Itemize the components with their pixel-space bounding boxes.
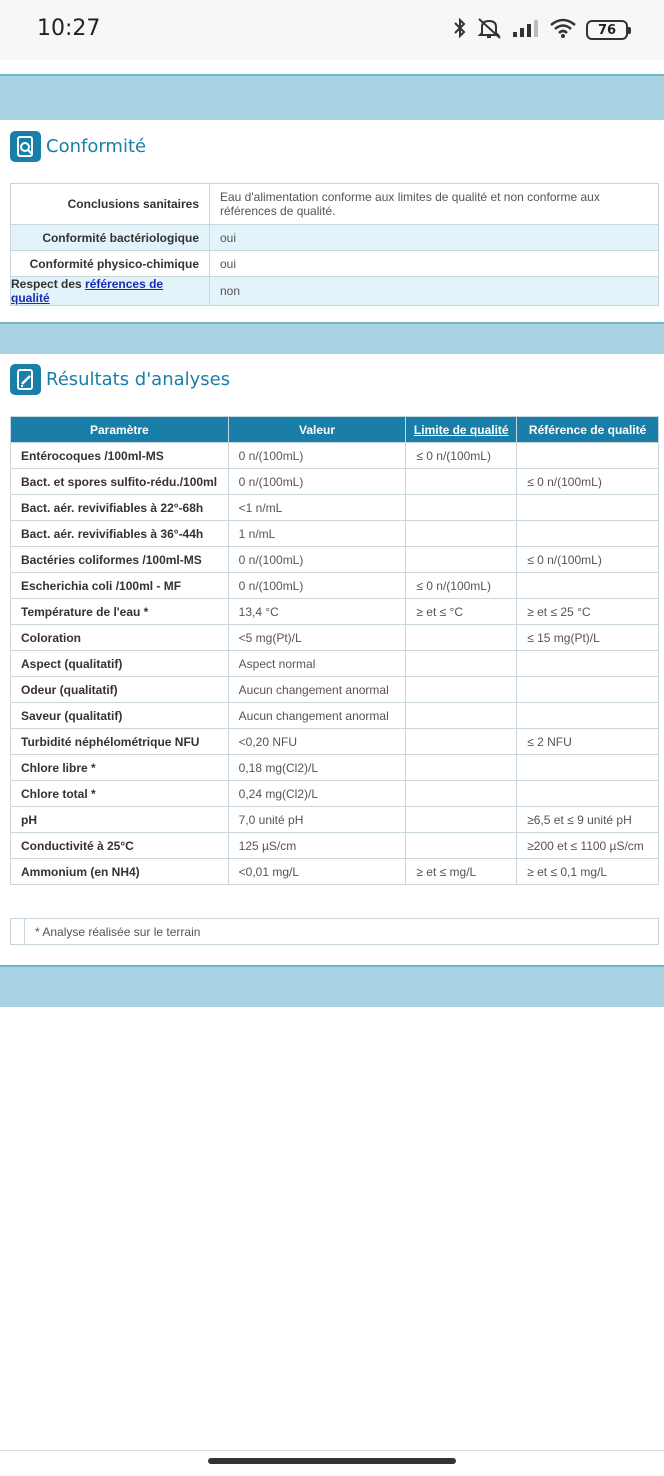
cell-param: Entérocoques /100ml-MS xyxy=(11,443,229,469)
conformite-title: Conformité xyxy=(46,136,147,157)
home-indicator[interactable] xyxy=(208,1458,456,1464)
cell-param: Chlore total * xyxy=(11,781,229,807)
cell-limite xyxy=(406,651,517,677)
table-row xyxy=(11,443,659,469)
table-row xyxy=(11,184,659,225)
cell-reference xyxy=(517,573,659,599)
cell-limite: ≤ 0 n/(100mL) xyxy=(406,573,517,599)
col-reference: Référence de qualité xyxy=(517,417,659,443)
cell-valeur: Aucun changement anormal xyxy=(228,677,406,703)
cell-valeur: 1 n/mL xyxy=(228,521,406,547)
cell-valeur: 0 n/(100mL) xyxy=(228,573,406,599)
cell-limite xyxy=(406,781,517,807)
col-param: Paramètre xyxy=(11,417,229,443)
physico-label: Conformité physico-chimique xyxy=(11,251,210,277)
cell-reference xyxy=(517,755,659,781)
cell-limite: ≥ et ≤ °C xyxy=(406,599,517,625)
cell-valeur: <5 mg(Pt)/L xyxy=(228,625,406,651)
table-row xyxy=(11,225,659,251)
cell-valeur: 0 n/(100mL) xyxy=(228,443,406,469)
cell-reference: ≥200 et ≤ 1100 µS/cm xyxy=(517,833,659,859)
limite-qualite-link[interactable]: Limite de qualité xyxy=(413,422,509,437)
table-row xyxy=(11,521,659,547)
resultats-body xyxy=(11,443,659,885)
cell-param: Bact. aér. revivifiables à 36°-44h xyxy=(11,521,229,547)
table-row xyxy=(11,651,659,677)
cell-reference xyxy=(517,651,659,677)
document-search-icon xyxy=(10,131,41,162)
cell-param: Coloration xyxy=(11,625,229,651)
physico-value: oui xyxy=(210,251,659,277)
cell-valeur: Aspect normal xyxy=(228,651,406,677)
cell-limite: ≤ 0 n/(100mL) xyxy=(406,443,517,469)
cell-reference: ≥ et ≤ 25 °C xyxy=(517,599,659,625)
document-edit-icon xyxy=(10,364,41,395)
table-row xyxy=(11,469,659,495)
cell-valeur: <1 n/mL xyxy=(228,495,406,521)
signal-icon xyxy=(512,18,540,43)
cell-valeur: 0 n/(100mL) xyxy=(228,547,406,573)
cell-param: Saveur (qualitatif) xyxy=(11,703,229,729)
col-limite xyxy=(406,417,517,443)
cell-limite xyxy=(406,755,517,781)
cell-param: Aspect (qualitatif) xyxy=(11,651,229,677)
divider-band xyxy=(0,322,664,354)
cell-limite xyxy=(406,625,517,651)
resultats-header xyxy=(10,364,230,395)
cell-param: Ammonium (en NH4) xyxy=(11,859,229,885)
table-row xyxy=(11,277,659,306)
status-bar xyxy=(0,0,664,60)
cell-limite: ≥ et ≤ mg/L xyxy=(406,859,517,885)
mute-icon xyxy=(477,16,503,45)
cell-reference: ≤ 0 n/(100mL) xyxy=(517,547,659,573)
cell-valeur: <0,01 mg/L xyxy=(228,859,406,885)
table-row xyxy=(11,755,659,781)
cell-limite xyxy=(406,677,517,703)
table-header-row xyxy=(11,417,659,443)
cell-param: Odeur (qualitatif) xyxy=(11,677,229,703)
status-icons xyxy=(452,16,628,44)
cell-param: Bact. aér. revivifiables à 22°-68h xyxy=(11,495,229,521)
cell-reference: ≥ et ≤ 0,1 mg/L xyxy=(517,859,659,885)
table-row xyxy=(11,677,659,703)
table-row xyxy=(11,781,659,807)
table-row xyxy=(11,729,659,755)
cell-valeur: <0,20 NFU xyxy=(228,729,406,755)
bacterio-value: oui xyxy=(210,225,659,251)
footer-band xyxy=(0,965,664,1007)
col-valeur: Valeur xyxy=(228,417,406,443)
cell-param: Turbidité néphélométrique NFU xyxy=(11,729,229,755)
table-row xyxy=(11,599,659,625)
cell-limite xyxy=(406,521,517,547)
cell-reference xyxy=(517,495,659,521)
wifi-icon xyxy=(549,17,577,44)
references-qualite-link[interactable]: références de qualité xyxy=(11,277,164,305)
cell-reference xyxy=(517,677,659,703)
conformite-table xyxy=(10,183,659,306)
cell-valeur: Aucun changement anormal xyxy=(228,703,406,729)
table-row xyxy=(11,859,659,885)
cell-valeur: 7,0 unité pH xyxy=(228,807,406,833)
cell-limite xyxy=(406,729,517,755)
respect-value: non xyxy=(210,277,659,306)
table-row xyxy=(11,547,659,573)
field-analysis-note xyxy=(10,918,659,945)
cell-valeur: 0,18 mg(Cl2)/L xyxy=(228,755,406,781)
cell-limite xyxy=(406,833,517,859)
conclusions-label: Conclusions sanitaires xyxy=(11,184,210,225)
cell-param: Escherichia coli /100ml - MF xyxy=(11,573,229,599)
cell-valeur: 0,24 mg(Cl2)/L xyxy=(228,781,406,807)
cell-param: Bact. et spores sulfito-rédu./100ml xyxy=(11,469,229,495)
table-row xyxy=(11,807,659,833)
table-row xyxy=(11,495,659,521)
battery-icon: 76 xyxy=(586,20,628,40)
table-row xyxy=(11,833,659,859)
conformite-header xyxy=(10,131,146,162)
cell-param: Température de l'eau * xyxy=(11,599,229,625)
cell-valeur: 0 n/(100mL) xyxy=(228,469,406,495)
cell-reference: ≤ 0 n/(100mL) xyxy=(517,469,659,495)
note-text: * Analyse réalisée sur le terrain xyxy=(35,924,201,939)
cell-limite xyxy=(406,495,517,521)
status-time: 10:27 xyxy=(37,16,101,41)
resultats-title: Résultats d'analyses xyxy=(46,369,231,390)
cell-valeur: 13,4 °C xyxy=(228,599,406,625)
nav-divider xyxy=(0,1450,664,1451)
cell-param: Bactéries coliformes /100ml-MS xyxy=(11,547,229,573)
cell-param: pH xyxy=(11,807,229,833)
cell-reference xyxy=(517,781,659,807)
table-row xyxy=(11,625,659,651)
cell-limite xyxy=(406,703,517,729)
conclusions-value: Eau d'alimentation conforme aux limites de qualité et non conforme aux références de qualité. xyxy=(210,184,659,225)
bluetooth-icon xyxy=(452,16,468,45)
cell-reference: ≥6,5 et ≤ 9 unité pH xyxy=(517,807,659,833)
header-band xyxy=(0,74,664,120)
cell-limite xyxy=(406,469,517,495)
cell-reference xyxy=(517,443,659,469)
cell-limite xyxy=(406,807,517,833)
table-row xyxy=(11,573,659,599)
cell-reference xyxy=(517,521,659,547)
cell-valeur: 125 µS/cm xyxy=(228,833,406,859)
table-row xyxy=(11,251,659,277)
cell-reference: ≤ 2 NFU xyxy=(517,729,659,755)
cell-reference xyxy=(517,703,659,729)
cell-reference: ≤ 15 mg(Pt)/L xyxy=(517,625,659,651)
resultats-table xyxy=(10,416,659,885)
cell-param: Conductivité à 25°C xyxy=(11,833,229,859)
respect-label xyxy=(11,277,210,306)
table-row xyxy=(11,703,659,729)
cell-limite xyxy=(406,547,517,573)
bacterio-label: Conformité bactériologique xyxy=(11,225,210,251)
respect-label-prefix: Respect des xyxy=(11,277,86,291)
cell-param: Chlore libre * xyxy=(11,755,229,781)
